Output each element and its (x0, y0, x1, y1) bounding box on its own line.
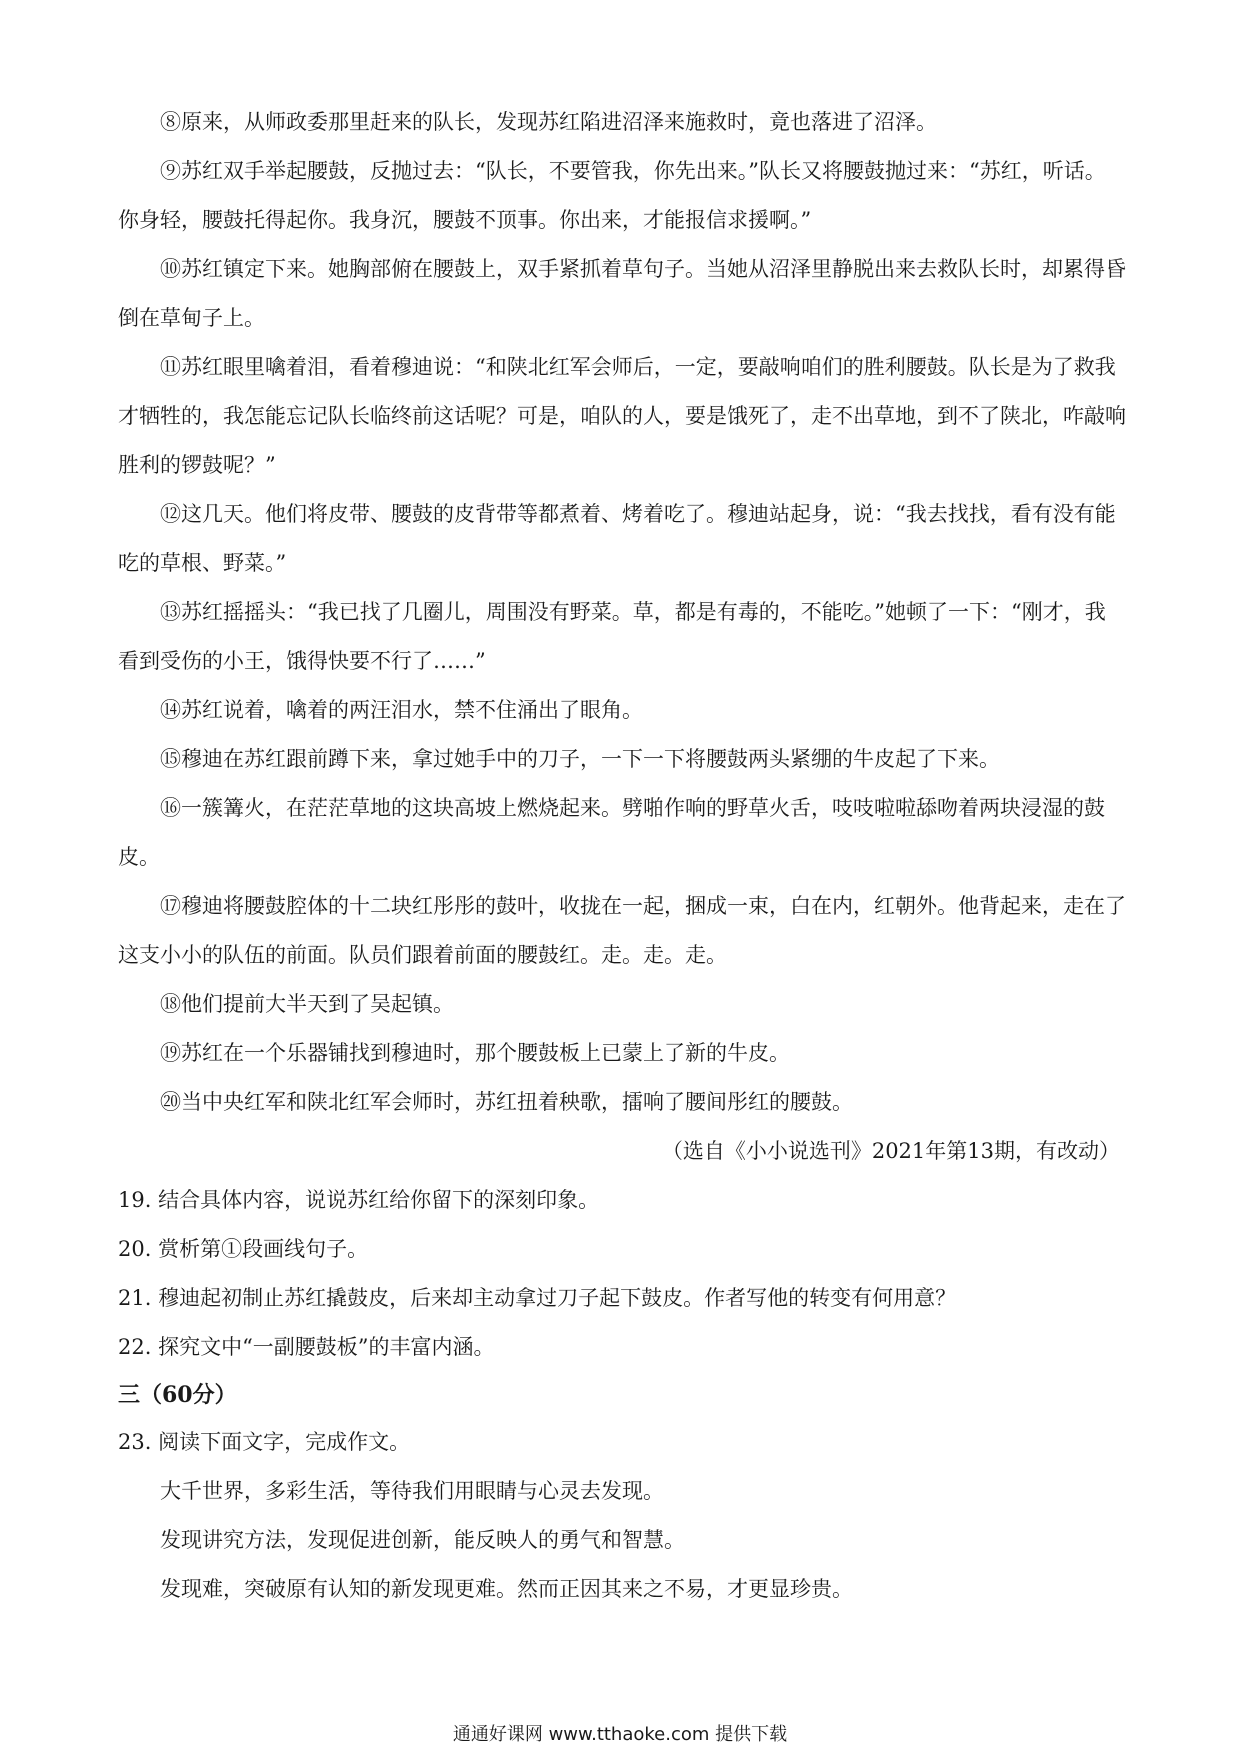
paragraph-20: ⑳当中央红军和陕北红军会师时，苏红扭着秧歌，擂响了腰间彤红的腰鼓。 (160, 1090, 853, 1114)
material-line-2: 发现讲究方法，发现促进创新，能反映人的勇气和智慧。 (160, 1528, 685, 1552)
paragraph-12: ⑫这几天。他们将皮带、腰鼓的皮背带等都煮着、烤着吃了。穆迪站起身，说：“我去找找，看有没有能吃的草根、野菜。” (118, 502, 1116, 575)
question-21: 21. 穆迪起初制止苏红撬鼓皮，后来却主动拿过刀子起下鼓皮。作者写他的转变有何用意？ (118, 1286, 957, 1310)
paragraph-13: ⑬苏红摇摇头：“我已找了几圈儿，周围没有野菜。草，都是有毒的，不能吃。”她顿了一下：“刚才，我看到受伤的小王，饿得快要不行了……” (118, 600, 1106, 673)
question-19: 19. 结合具体内容，说说苏红给你留下的深刻印象。 (118, 1188, 600, 1212)
page-footer: 通通好课网 www.tthaoke.com 提供下载 (452, 1724, 788, 1745)
paragraph-17: ⑰穆迪将腰鼓腔体的十二块红彤彤的鼓叶，收拢在一起，捆成一束，白在内，红朝外。他背起来，走在了这支小小的队伍的前面。队员们跟着前面的腰鼓红。走。走。走。 (118, 894, 1126, 967)
paragraph-14: ⑭苏红说着，噙着的两汪泪水，禁不住涌出了眼角。 (160, 698, 643, 722)
material-line-1: 大千世界，多彩生活，等待我们用眼睛与心灵去发现。 (160, 1479, 664, 1503)
source-citation: （选自《小小说选刊》2021年第13期，有改动） (661, 1139, 1120, 1163)
paragraph-9: ⑨苏红双手举起腰鼓，反抛过去：“队长，不要管我，你先出来。”队长又将腰鼓抛过来：“苏红，听话。你身轻，腰鼓托得起你。我身沉，腰鼓不顶事。你出来，才能报信求援啊。” (118, 159, 1106, 232)
paragraph-15: ⑮穆迪在苏红跟前蹲下来，拿过她手中的刀子，一下一下将腰鼓两头紧绷的牛皮起了下来。 (160, 747, 1000, 771)
question-22: 22. 探究文中“一副腰鼓板”的丰富内涵。 (118, 1335, 495, 1359)
question-23: 23. 阅读下面文字，完成作文。 (118, 1430, 411, 1454)
question-20: 20. 赏析第①段画线句子。 (118, 1237, 369, 1261)
paragraph-19: ⑲苏红在一个乐器铺找到穆迪时，那个腰鼓板上已蒙上了新的牛皮。 (160, 1041, 790, 1065)
paragraph-8: ⑧原来，从师政委那里赶来的队长，发现苏红陷进沼泽来施救时，竟也落进了沼泽。 (160, 110, 937, 134)
material-line-3: 发现难，突破原有认知的新发现更难。然而正因其来之不易，才更显珍贵。 (160, 1577, 853, 1601)
paragraph-18: ⑱他们提前大半天到了吴起镇。 (160, 992, 454, 1016)
paragraph-11: ⑪苏红眼里噙着泪，看着穆迪说：“和陕北红军会师后，一定，要敲响咱们的胜利腰鼓。队长是为了救我才牺牲的，我怎能忘记队长临终前这话呢？可是，咱队的人，要是饿死了，走不出草地，到不了陕北，咋敲响胜利的锣鼓呢？” (118, 355, 1126, 477)
paragraph-10: ⑩苏红镇定下来。她胸部俯在腰鼓上，双手紧抓着草句子。当她从沼泽里静脱出来去救队长时，却累得昏倒在草甸子上。 (118, 257, 1126, 330)
paragraph-16: ⑯一簇篝火，在茫茫草地的这块高坡上燃烧起来。劈啪作响的野草火舌，吱吱啦啦舔吻着两块浸湿的鼓皮。 (118, 796, 1105, 869)
content-area (118, 98, 1126, 1614)
section-heading: 三（60分） (118, 1382, 237, 1408)
